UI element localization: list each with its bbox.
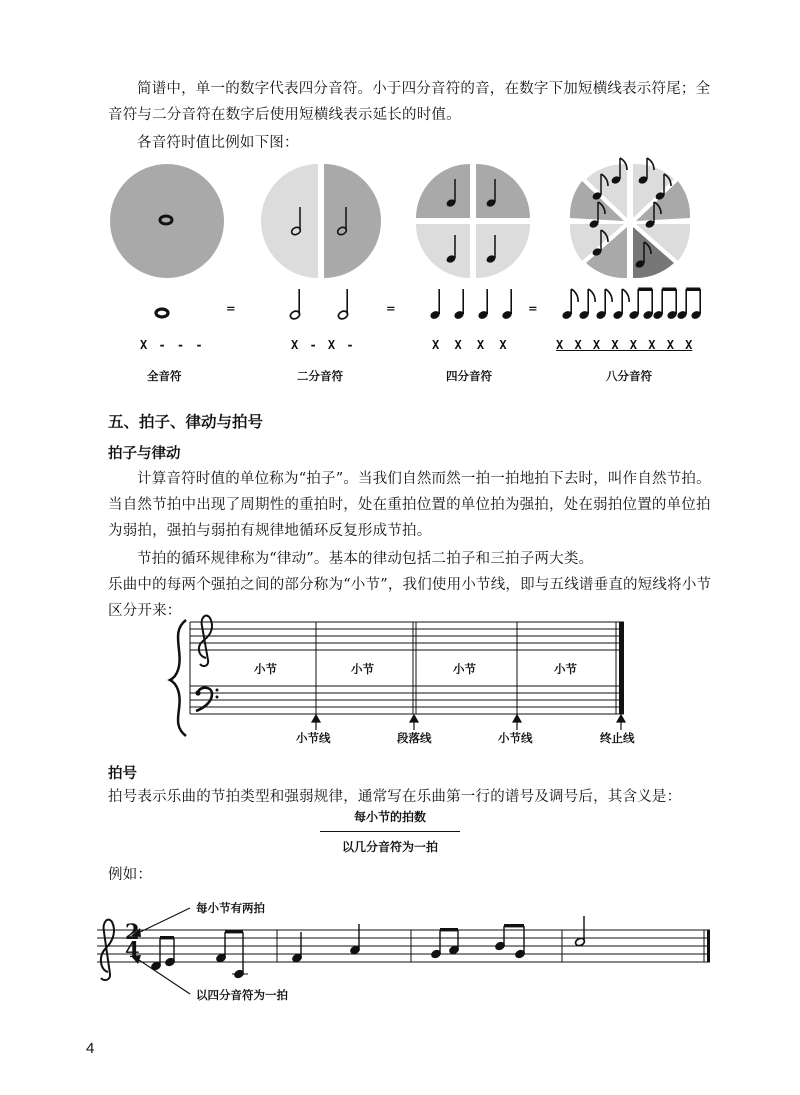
time-signature-paragraph: 拍号表示乐曲的节拍类型和强弱规律，通常写在乐曲第一行的谱号及调号后，其含义是：: [108, 789, 682, 805]
page-number: 4: [86, 1040, 95, 1057]
notes-equation: [0, 290, 800, 330]
measure-label-4: 小节: [554, 662, 577, 676]
whole-circle: [110, 164, 224, 278]
label-half: 二分音符: [297, 369, 343, 383]
equals-sign-3: =: [528, 301, 538, 315]
double-bar-label: 段落线: [397, 731, 432, 745]
fraction-denominator: 以几分音符为一拍: [341, 840, 438, 854]
intro-paragraph: 简谱中，单一的数字代表四分音符。小于四分音符的音，在数字下加短横线表示符尾；全音符与二分音符在数字后使用短横线表示延长的时值。: [108, 81, 711, 123]
label-whole: 全音符: [147, 369, 182, 383]
jianpu-whole: X - - -: [140, 338, 203, 352]
time-sig-bottom: 4: [125, 937, 140, 962]
jianpu-eighth: X X X X X X X X: [556, 338, 693, 352]
jianpu-quarter: X X X X: [432, 338, 507, 352]
half-circle: [261, 164, 381, 278]
fraction-numerator: 每小节的拍数: [320, 808, 460, 832]
beat-paragraph: 计算音符时值的单位称为“拍子”。当我们自然而然一拍一拍地拍下去时，叫作自然节拍。当自然节拍中出现了周期性的重拍时，处在重拍位置的单位拍为强拍，处在弱拍位置的单位拍为弱拍，强拍与弱拍有规律地循环反复形成节拍。: [108, 471, 711, 539]
time-signature-fraction: [320, 808, 460, 855]
measure-label-1: 小节: [254, 662, 277, 676]
rhythm-paragraph: 节拍的循环规律称为“律动”。基本的律动包括二拍子和三拍子两大类。: [137, 551, 594, 567]
annotation-bottom: 以四分音符为一拍: [196, 988, 288, 1002]
subsection-beat-rhythm: 拍子与律动: [108, 446, 181, 462]
label-eighth: 八分音符: [606, 369, 652, 383]
eighth-circle: [570, 158, 690, 278]
measure-label-2: 小节: [351, 662, 374, 676]
example-staff: [0, 890, 800, 1010]
equals-sign-1: =: [226, 301, 236, 315]
equals-sign-2: =: [386, 301, 396, 315]
label-quarter: 四分音符: [446, 369, 492, 383]
quarter-circle: [416, 164, 530, 278]
final-bar-label: 终止线: [600, 731, 635, 745]
jianpu-half: X - X -: [291, 338, 354, 352]
time-sig-top: 2: [125, 919, 140, 944]
note-value-circles: [0, 160, 800, 300]
barline-label-2: 小节线: [498, 731, 533, 745]
grand-staff-diagram: [0, 612, 800, 742]
example-label: 例如：: [108, 867, 153, 883]
annotation-top: 每小节有两拍: [196, 901, 265, 915]
measure-label-3: 小节: [453, 662, 476, 676]
section-heading: 五、拍子、律动与拍号: [108, 412, 264, 431]
measure-paragraph: 乐曲中的每两个强拍之间的部分称为“小节”，我们使用小节线，即与五线谱垂直的短线将小节区分开来：: [108, 577, 712, 619]
subsection-time-signature: 拍号: [108, 766, 137, 782]
intro-caption: 各音符时值比例如下图：: [137, 135, 299, 151]
barline-label-1: 小节线: [296, 731, 331, 745]
